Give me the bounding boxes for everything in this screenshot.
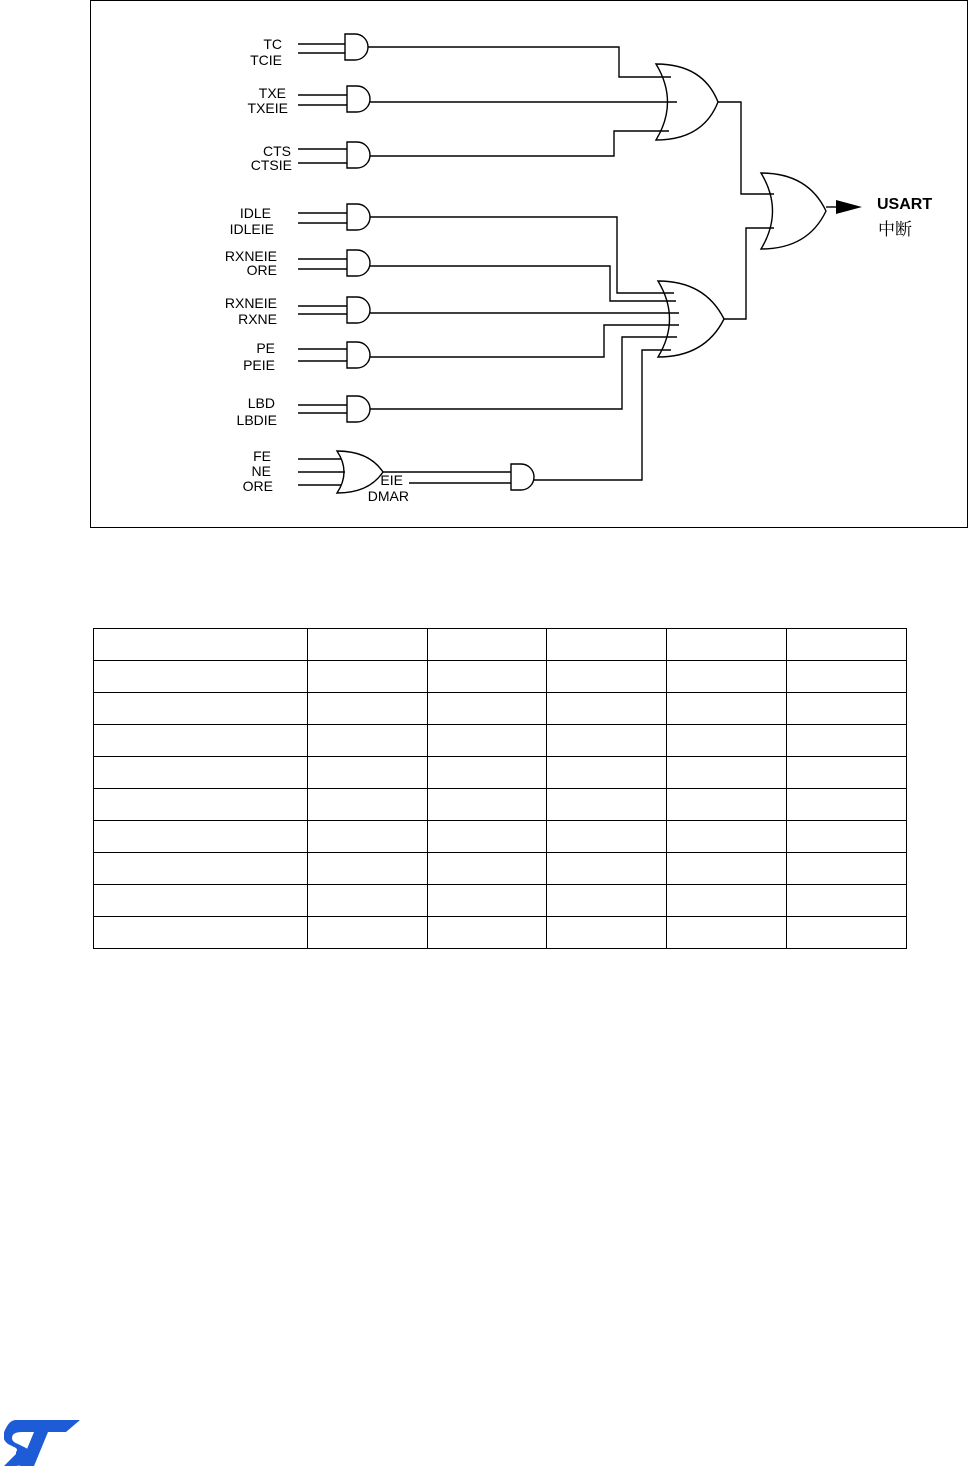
table-cell [787, 853, 907, 885]
table-cell [667, 885, 787, 917]
table-cell [428, 885, 547, 917]
label-idleie: IDLEIE [229, 221, 274, 237]
table-cell [547, 853, 667, 885]
table-cell [428, 821, 547, 853]
table-row [94, 629, 907, 661]
table-cell [787, 789, 907, 821]
label-tc: TC [263, 36, 282, 52]
table-cell [308, 821, 428, 853]
table-cell [547, 757, 667, 789]
table-row [94, 725, 907, 757]
or-gate-final [761, 173, 826, 249]
table-cell [667, 757, 787, 789]
table-cell [428, 853, 547, 885]
table-cell [428, 725, 547, 757]
and-gate-idle [347, 204, 370, 230]
label-ne: NE [251, 463, 271, 479]
logic-circuit [91, 1, 969, 529]
label-fe: FE [253, 448, 271, 464]
table-cell [94, 821, 308, 853]
table-cell [428, 693, 547, 725]
table-cell [547, 917, 667, 949]
and-gate-ore [347, 250, 370, 276]
table-cell [428, 629, 547, 661]
output-label-interrupt: 中断 [878, 220, 912, 240]
table-cell [667, 725, 787, 757]
table-cell [428, 789, 547, 821]
label-ctsie: CTSIE [250, 157, 292, 173]
label-tcie: TCIE [250, 52, 282, 68]
and-gate-rxne [347, 297, 370, 323]
table-row [94, 821, 907, 853]
table-cell [308, 693, 428, 725]
table-cell [667, 629, 787, 661]
table-cell [308, 885, 428, 917]
table-cell [787, 725, 907, 757]
table-cell [308, 789, 428, 821]
table-row [94, 661, 907, 693]
table-cell [547, 885, 667, 917]
table-cell [787, 757, 907, 789]
table-cell [787, 917, 907, 949]
label-txeie: TXEIE [247, 100, 288, 116]
table-cell [547, 725, 667, 757]
table-cell [667, 789, 787, 821]
table-cell [308, 757, 428, 789]
and-gate-txe [347, 86, 370, 112]
table-cell [94, 789, 308, 821]
output-arrow [836, 200, 862, 214]
label-ore-1: ORE [246, 262, 277, 278]
label-eie: EIE [380, 472, 403, 488]
table-cell [94, 917, 308, 949]
label-dmar: DMAR [367, 488, 409, 504]
and-gate-cts [347, 142, 370, 168]
table-cell [94, 661, 308, 693]
and-gate-tc [345, 34, 368, 60]
label-txe: TXE [258, 85, 286, 101]
table-cell [94, 885, 308, 917]
label-peie: PEIE [243, 357, 275, 373]
table-cell [667, 917, 787, 949]
st-logo [4, 1418, 84, 1468]
table-cell [667, 661, 787, 693]
label-lbdie: LBDIE [236, 412, 277, 428]
table-row [94, 693, 907, 725]
label-idle: IDLE [239, 205, 271, 221]
table-row [94, 757, 907, 789]
table-cell [308, 629, 428, 661]
table-cell [787, 693, 907, 725]
label-cts: CTS [263, 143, 291, 159]
label-rxne: RXNE [238, 311, 277, 327]
table-cell [547, 789, 667, 821]
table-cell [428, 661, 547, 693]
table-cell [547, 629, 667, 661]
table-cell [94, 629, 308, 661]
table-cell [308, 725, 428, 757]
empty-table [93, 628, 907, 949]
label-pe: PE [256, 340, 275, 356]
table-cell [428, 757, 547, 789]
table-cell [308, 917, 428, 949]
and-gate-pe [347, 342, 370, 368]
table-row [94, 885, 907, 917]
label-ore-2: ORE [242, 478, 273, 494]
table-row [94, 789, 907, 821]
and-gate-lbd [347, 396, 370, 422]
table-cell [787, 661, 907, 693]
table-cell [94, 853, 308, 885]
table-cell [308, 661, 428, 693]
label-lbd: LBD [247, 395, 275, 411]
table-cell [547, 821, 667, 853]
table-cell [94, 725, 308, 757]
usart-interrupt-diagram [90, 0, 968, 528]
and-gate-error [511, 464, 534, 490]
table-cell [308, 853, 428, 885]
table-cell [787, 629, 907, 661]
table-row [94, 853, 907, 885]
table-cell [428, 917, 547, 949]
label-rxneie-2: RXNEIE [224, 295, 277, 311]
table-row [94, 917, 907, 949]
table-cell [94, 693, 308, 725]
table-cell [787, 885, 907, 917]
output-label-usart: USART [877, 196, 933, 213]
table-cell [787, 821, 907, 853]
table-cell [667, 853, 787, 885]
table-cell [547, 661, 667, 693]
table-cell [667, 693, 787, 725]
table-cell [94, 757, 308, 789]
label-rxneie-1: RXNEIE [224, 248, 277, 264]
table-cell [667, 821, 787, 853]
table-cell [547, 693, 667, 725]
